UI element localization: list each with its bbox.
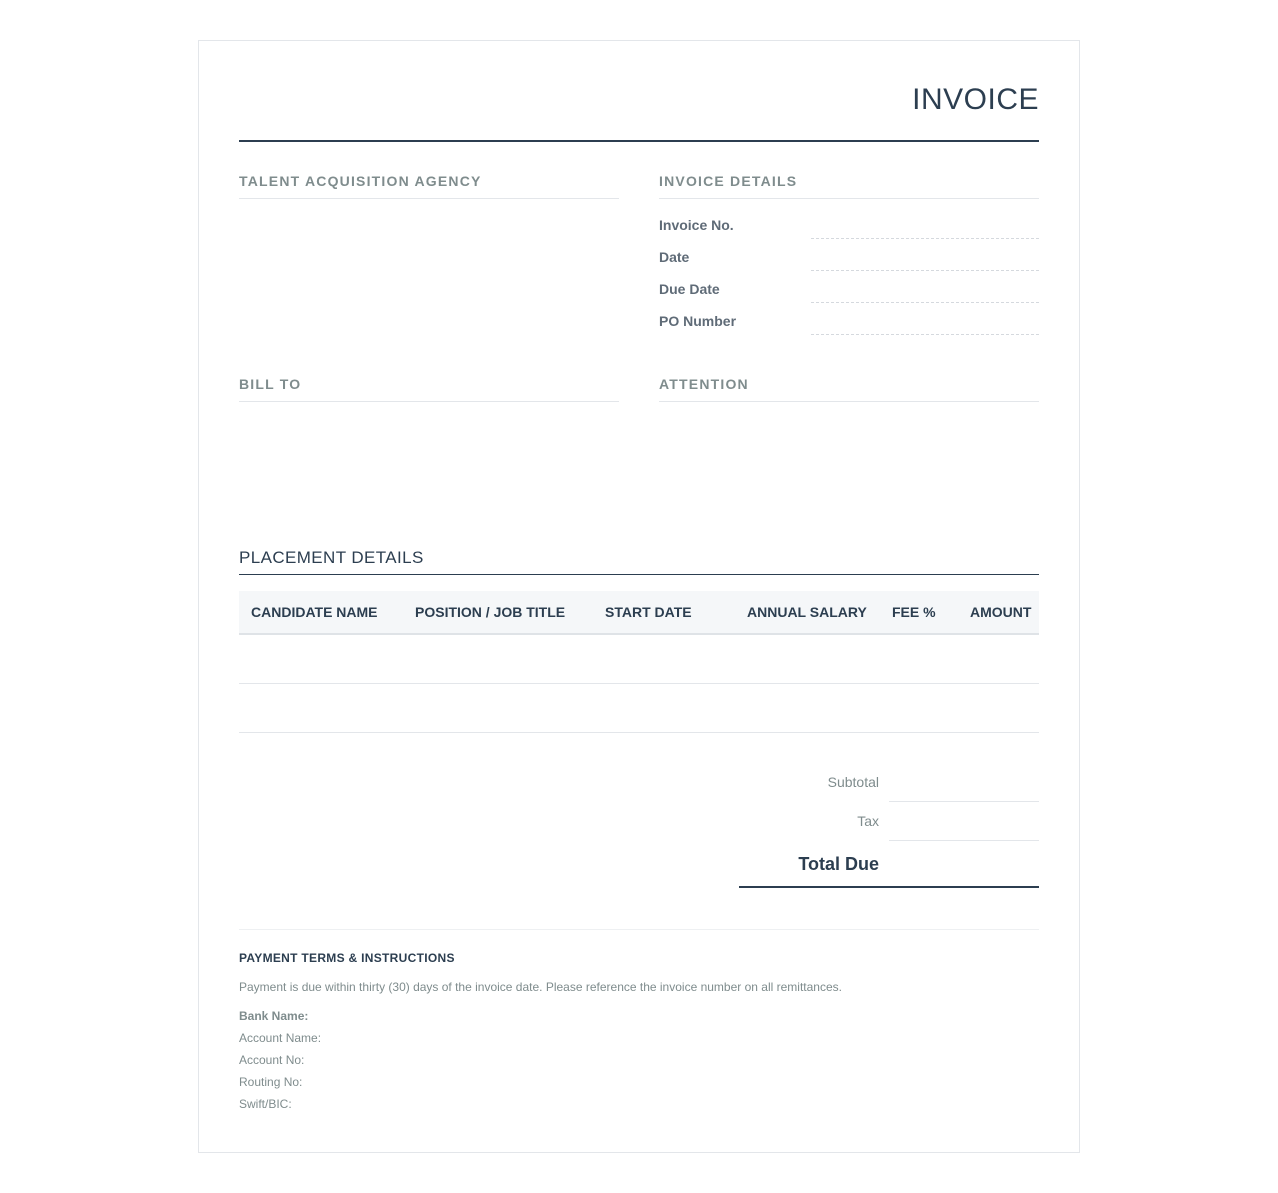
bank-name-label: Bank Name: bbox=[239, 1009, 309, 1023]
invoice-details-section bbox=[659, 173, 1039, 336]
tax-value bbox=[889, 805, 1039, 841]
payment-terms-text: Payment is due within thirty (30) days of the invoice date. Please reference the invoice number on all remittances. bbox=[239, 980, 842, 994]
due-date-field[interactable] bbox=[811, 272, 1039, 303]
table-row[interactable] bbox=[239, 635, 1039, 684]
tax-label: Tax bbox=[857, 813, 879, 829]
col-position: POSITION / JOB TITLE bbox=[415, 604, 566, 620]
subtotal-label: Subtotal bbox=[827, 774, 879, 790]
po-number-label: PO Number bbox=[659, 313, 737, 329]
bill-to-label: BILL TO bbox=[239, 376, 619, 402]
bank-details bbox=[239, 1009, 321, 1119]
attention-label: ATTENTION bbox=[659, 376, 1039, 402]
date-label: Date bbox=[659, 249, 690, 265]
invoice-number-field[interactable] bbox=[811, 208, 1039, 239]
payment-terms-title: PAYMENT TERMS & INSTRUCTIONS bbox=[239, 951, 455, 965]
po-number-row bbox=[659, 304, 1039, 336]
account-no-label: Account No: bbox=[239, 1053, 305, 1067]
placement-details-title: PLACEMENT DETAILS bbox=[239, 548, 424, 567]
title-divider bbox=[239, 140, 1039, 142]
total-due-divider bbox=[739, 886, 1039, 888]
invoice-title: INVOICE bbox=[912, 83, 1039, 116]
po-number-field[interactable] bbox=[811, 304, 1039, 335]
col-annual-salary: ANNUAL SALARY bbox=[747, 604, 867, 620]
invoice-page bbox=[198, 40, 1080, 1153]
invoice-details-fields bbox=[659, 208, 1039, 336]
date-field[interactable] bbox=[811, 240, 1039, 271]
invoice-number-row bbox=[659, 208, 1039, 240]
date-row bbox=[659, 240, 1039, 272]
invoice-details-label: INVOICE DETAILS bbox=[659, 173, 1039, 199]
agency-section bbox=[239, 173, 619, 199]
placement-divider bbox=[239, 574, 1039, 575]
total-due-label: Total Due bbox=[798, 854, 879, 874]
table-row[interactable] bbox=[239, 684, 1039, 733]
due-date-row bbox=[659, 272, 1039, 304]
due-date-label: Due Date bbox=[659, 281, 720, 297]
col-amount: AMOUNT bbox=[970, 604, 1032, 620]
table-header bbox=[239, 591, 1039, 635]
subtotal-value bbox=[889, 766, 1039, 802]
placement-table bbox=[239, 591, 1039, 733]
col-candidate-name: CANDIDATE NAME bbox=[251, 604, 378, 620]
col-fee-percent: FEE % bbox=[892, 604, 936, 620]
invoice-number-label: Invoice No. bbox=[659, 217, 734, 233]
agency-label: TALENT ACQUISITION AGENCY bbox=[239, 173, 619, 199]
account-name-label: Account Name: bbox=[239, 1031, 322, 1045]
swift-bic-label: Swift/BIC: bbox=[239, 1097, 292, 1111]
routing-no-label: Routing No: bbox=[239, 1075, 303, 1089]
bill-to-section bbox=[239, 376, 619, 402]
attention-section bbox=[659, 376, 1039, 402]
col-start-date: START DATE bbox=[605, 604, 692, 620]
footer-divider bbox=[239, 929, 1039, 930]
